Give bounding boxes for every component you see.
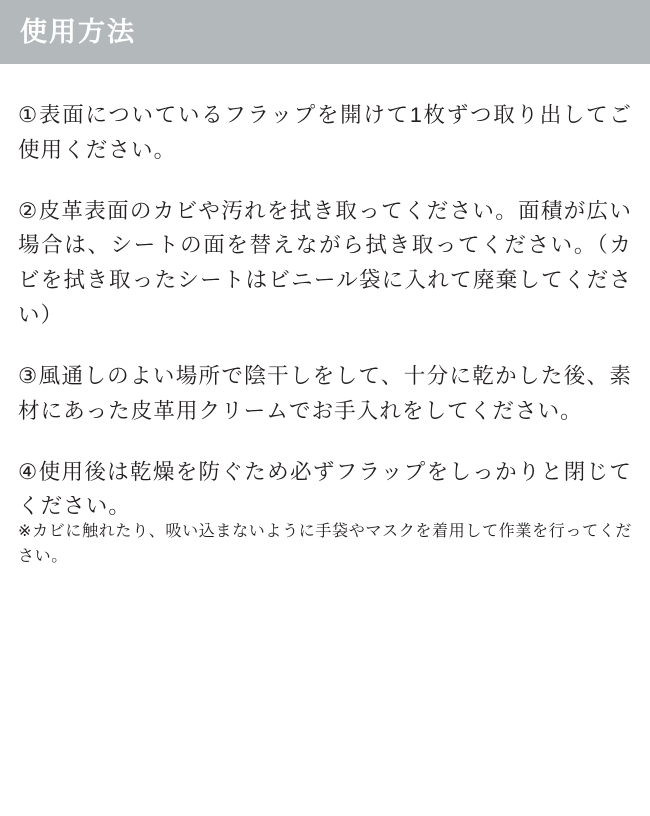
page-title: 使用方法 [20,16,136,47]
section-header-band [0,0,650,64]
instruction-step-2: ②皮革表面のカビや汚れを拭き取ってください。面積が広い場合は、シートの面を替えながら拭き取ってください。（カビを拭き取ったシートはビニール袋に入れて廃棄してください） [18,198,632,328]
instruction-step-3: ③風通しのよい場所で陰干しをして、十分に乾かした後、素材にあった皮革用クリームでお手入れをしてください。 [18,363,632,423]
instruction-step-1: ①表面についているフラップを開けて1枚ずつ取り出してご使用ください。 [18,103,632,162]
instruction-step-4: ④使用後は乾燥を防ぐため必ずフラップをしっかりと閉じてください。 [18,459,632,519]
instructions-content [0,64,650,570]
safety-note: ※カビに触れたり、吸い込まないように手袋やマスクを着用して作業を行ってください。 [18,523,632,566]
